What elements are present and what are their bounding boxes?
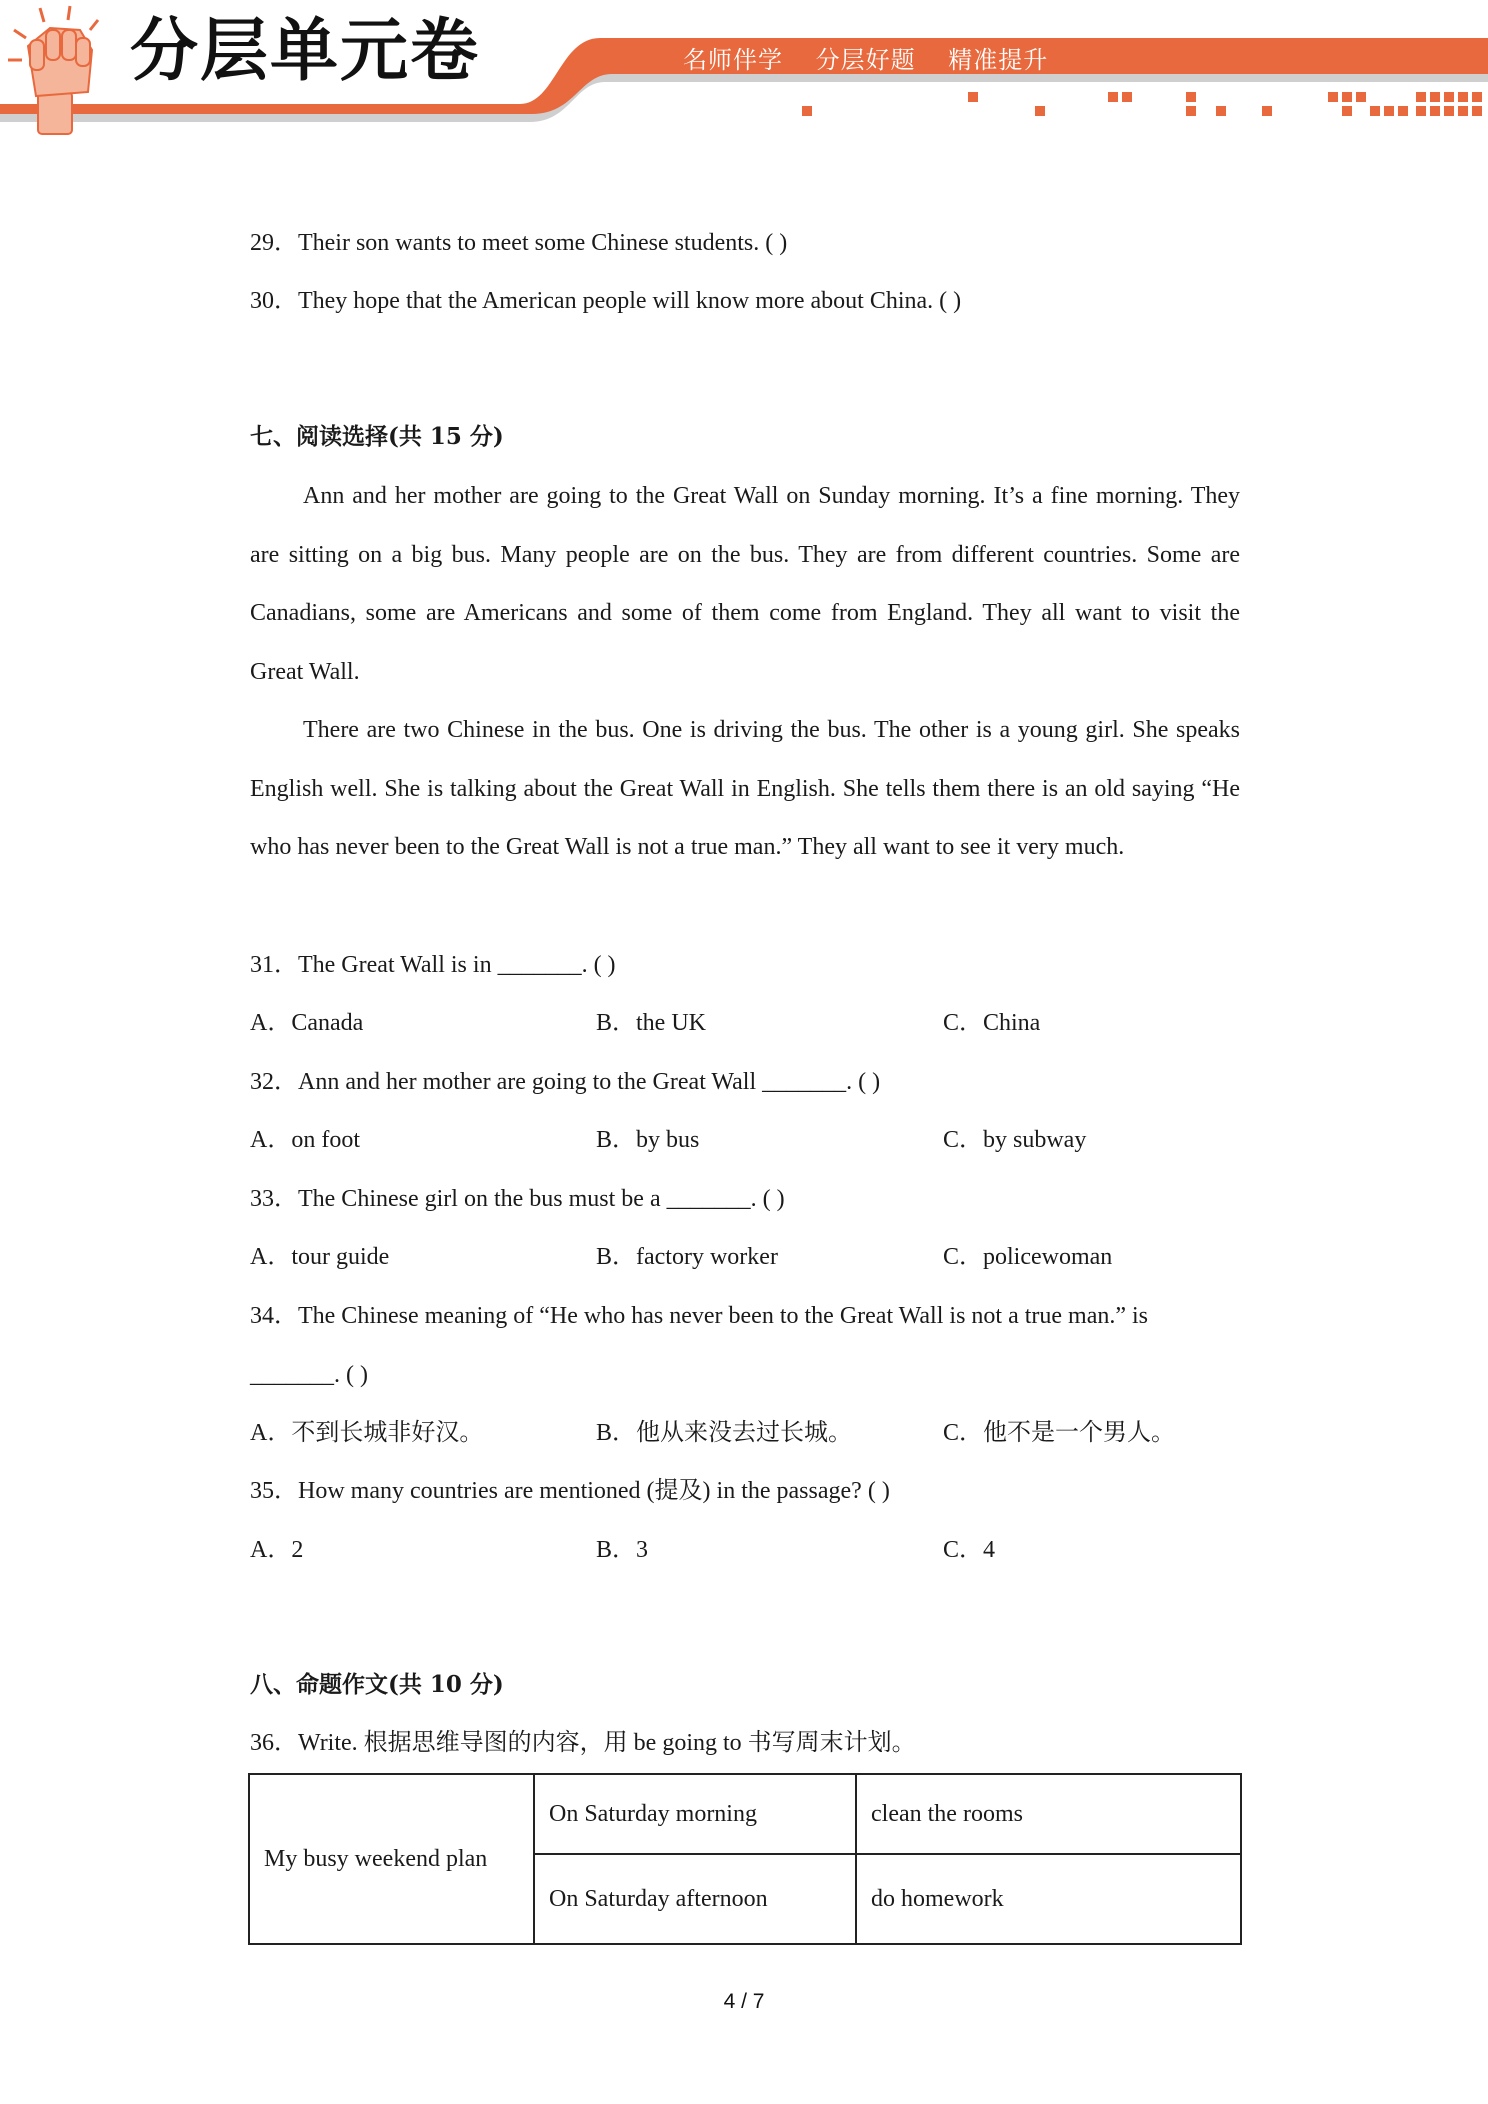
question-30: 30．They hope that the American people will know more about China. ( ) — [250, 288, 962, 314]
slogan-item: 精准提升 — [948, 46, 1049, 74]
question-35-option-c: C．4 — [943, 1537, 996, 1563]
question-33-option-a: A．tour guide — [250, 1244, 390, 1270]
question-31-stem: 31．The Great Wall is in _______. ( ) — [250, 952, 616, 978]
question-34-stem-blank: _______. ( ) — [250, 1362, 368, 1388]
reading-paragraph-1: Ann and her mother are going to the Great Wall on Sunday morning. It’s a fine morning. They are sitting on a big bus. Many people are on the bus. They are from different countries. Some are Canadians, some are Americans and some of them come from England. They all want to visit the Great Wall. — [250, 483, 1240, 685]
question-32-stem: 32．Ann and her mother are going to the Great Wall _______. ( ) — [250, 1069, 881, 1095]
question-32-option-b: B．by bus — [596, 1127, 700, 1153]
plan-time-cell: On Saturday morning — [534, 1774, 856, 1854]
plan-center-cell: My busy weekend plan — [249, 1774, 534, 1944]
reading-paragraph-2: There are two Chinese in the bus. One is driving the bus. The other is a young girl. She speaks English well. She is talking about the Great Wall in English. She tells them there is an old saying “He who has never been to the Great Wall is not a true man.” They all want to see it very much. — [250, 717, 1240, 860]
question-33-option-b: B．factory worker — [596, 1244, 778, 1270]
question-35-option-b: B．3 — [596, 1537, 649, 1563]
question-33-stem: 33．The Chinese girl on the bus must be a _______. ( ) — [250, 1186, 785, 1212]
question-31-option-a: A．Canada — [250, 1010, 364, 1036]
question-34-option-b: B．他从来没去过长城。 — [596, 1420, 853, 1446]
section-7-title: 七、阅读选择(共 15 分) — [250, 423, 504, 450]
brand-title: 分层单元卷 — [130, 12, 481, 91]
question-34-option-c: C．他不是一个男人。 — [943, 1420, 1176, 1446]
raised-fist-icon — [0, 0, 110, 140]
plan-activity-cell: do homework — [856, 1854, 1241, 1944]
table-row — [249, 1774, 1241, 1854]
question-29: 29．Their son wants to meet some Chinese students. ( ) — [250, 230, 788, 256]
question-35-option-a: A．2 — [250, 1537, 304, 1563]
weekend-plan-table — [248, 1773, 1242, 1945]
question-34-stem: 34．The Chinese meaning of “He who has never been to the Great Wall is not a true man.” is — [250, 1303, 1149, 1329]
slogan-item: 名师伴学 — [683, 46, 783, 74]
question-32-option-a: A．on foot — [250, 1127, 360, 1153]
plan-activity-cell: clean the rooms — [856, 1774, 1241, 1854]
plan-time-cell: On Saturday afternoon — [534, 1854, 856, 1944]
question-35-stem: 35．How many countries are mentioned (提及) in the passage? ( ) — [250, 1478, 890, 1504]
page-number: 4 / 7 — [723, 1990, 765, 2013]
question-34-option-a: A．不到长城非好汉。 — [250, 1420, 484, 1446]
header-slogan — [683, 40, 1072, 75]
question-31-option-b: B．the UK — [596, 1010, 706, 1036]
question-32-option-c: C．by subway — [943, 1127, 1087, 1153]
slogan-item: 分层好题 — [815, 46, 916, 74]
question-31-option-c: C．China — [943, 1010, 1041, 1036]
section-8-title: 八、命题作文(共 10 分) — [250, 1671, 504, 1698]
page-header — [0, 0, 1488, 150]
question-36-prompt: 36．Write. 根据思维导图的内容，用 be going to 书写周末计划。 — [250, 1730, 916, 1756]
question-33-option-c: C．policewoman — [943, 1244, 1113, 1270]
